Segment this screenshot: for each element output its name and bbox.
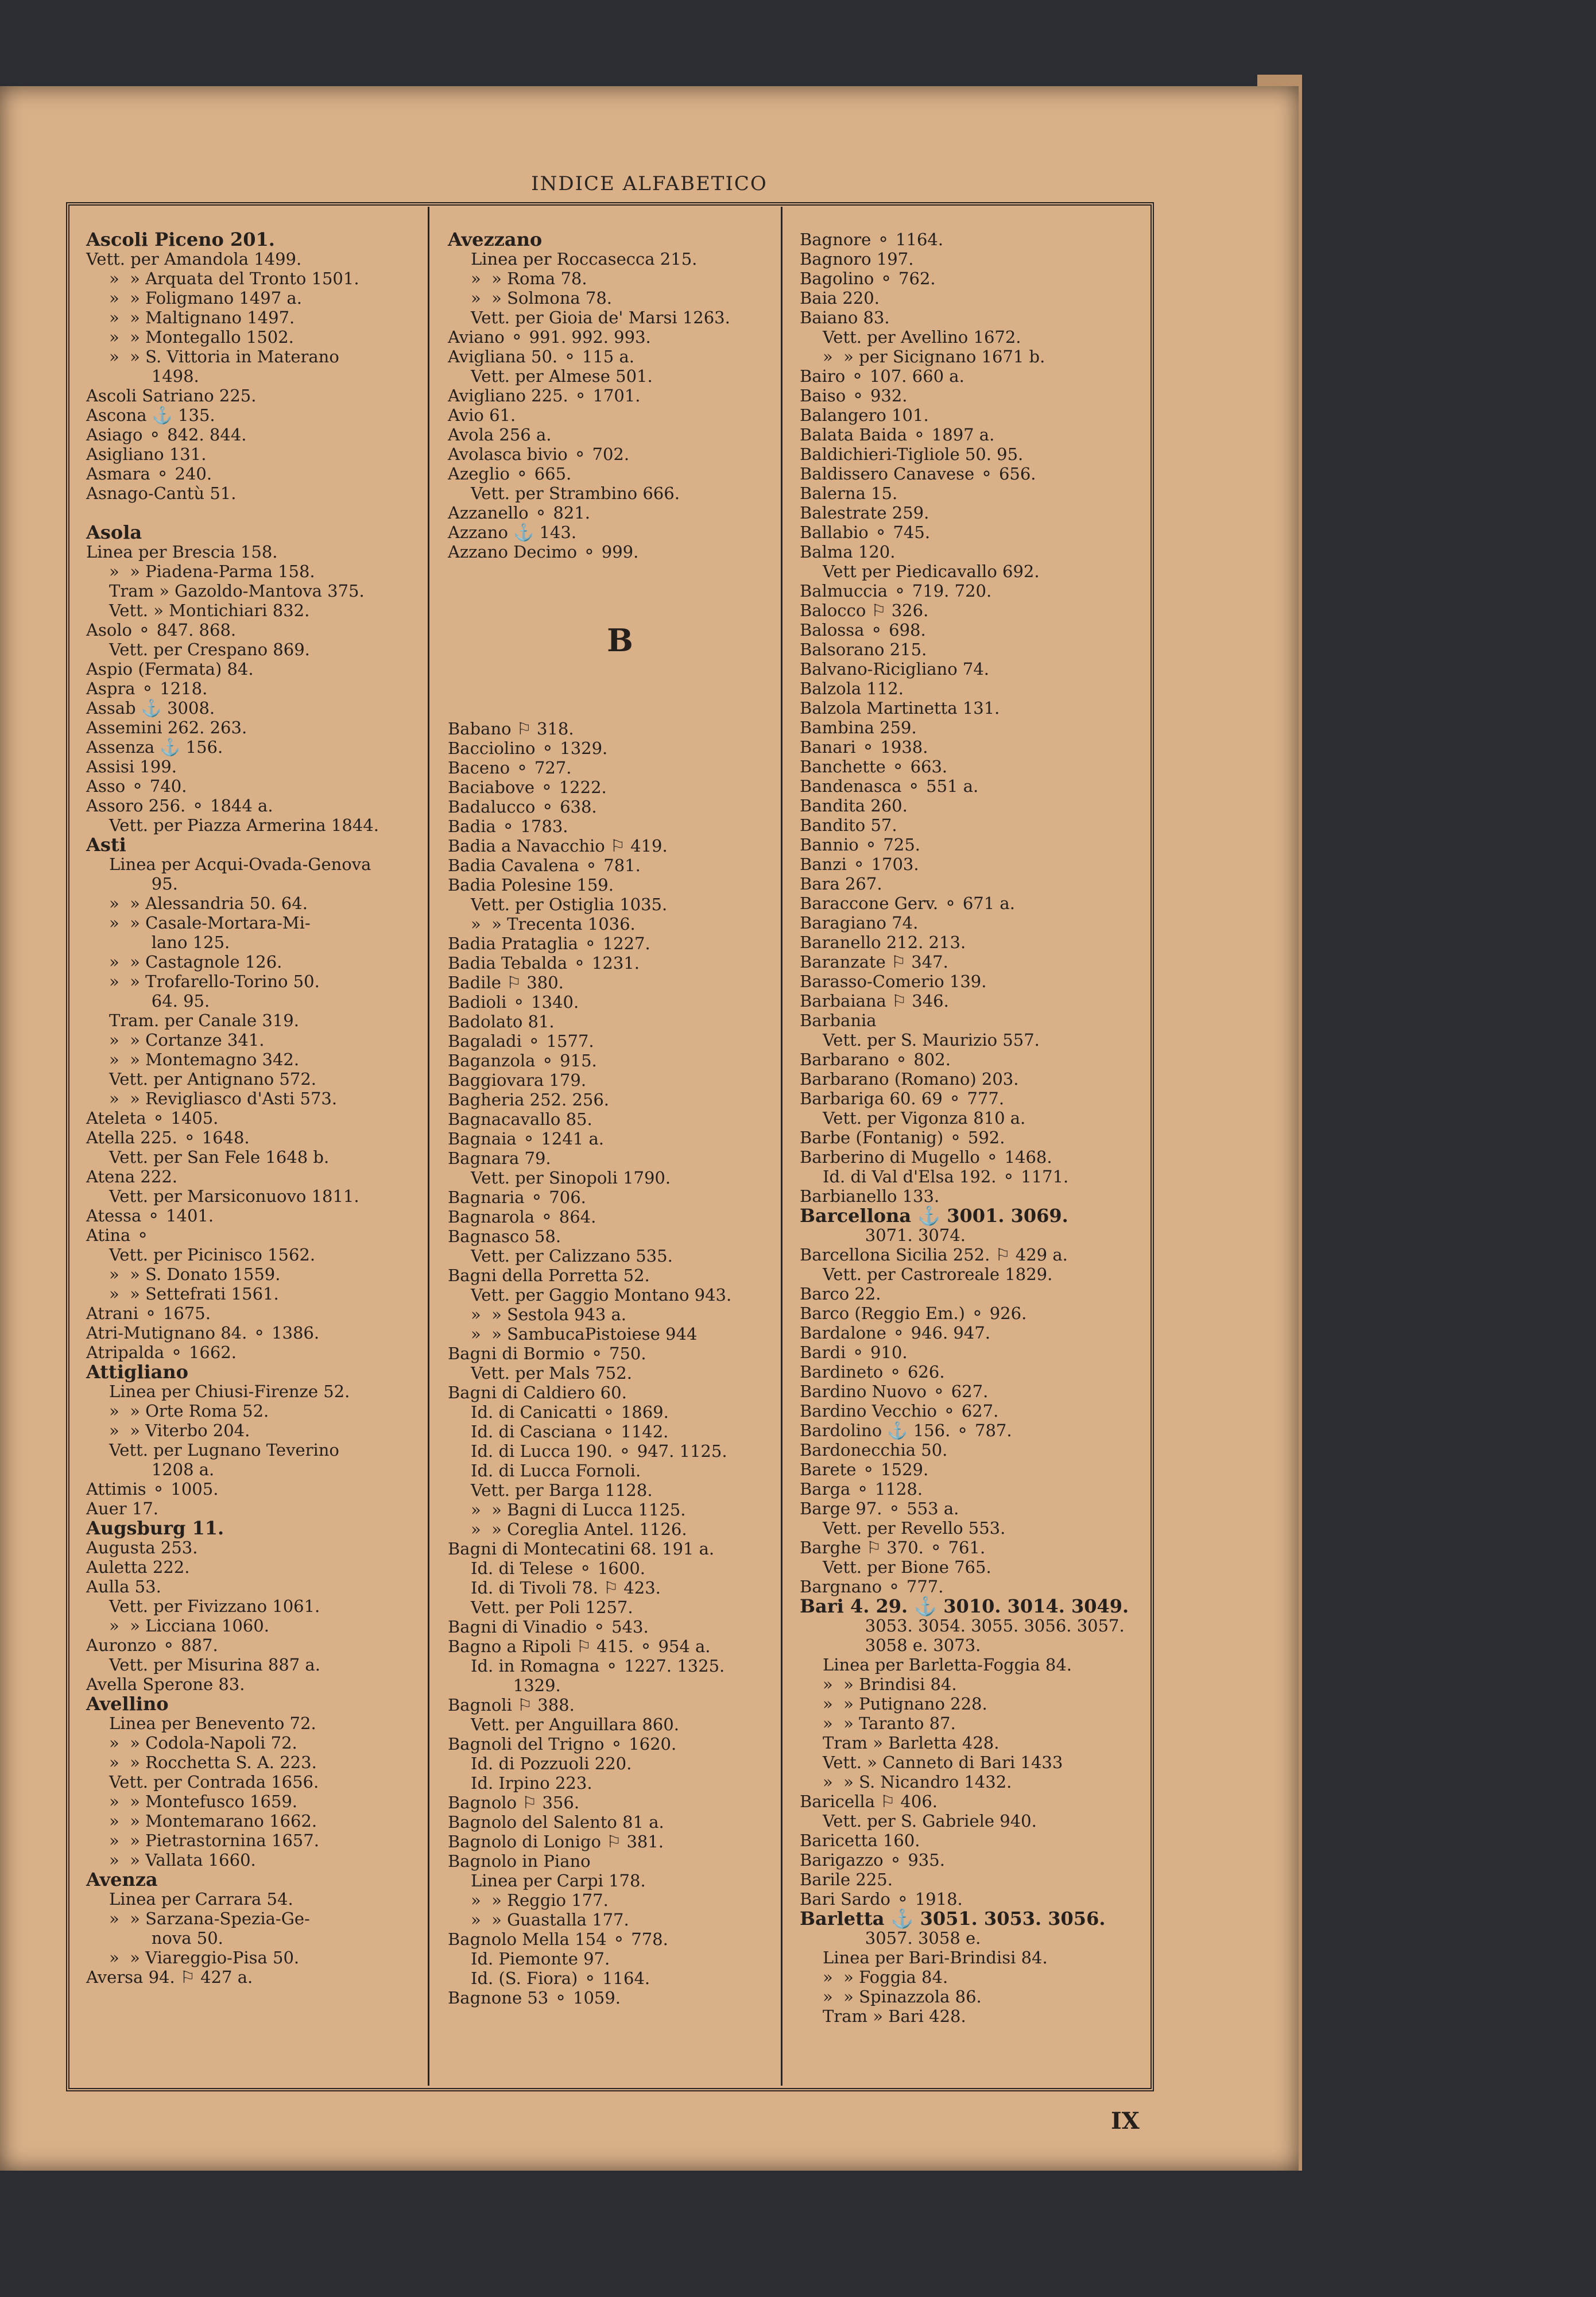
- index-entry: Bargnano ⚬ 777.: [800, 1577, 944, 1596]
- index-entry: Avola 256 a.: [448, 425, 552, 444]
- index-entry: Ateleta ⚬ 1405.: [86, 1108, 219, 1128]
- index-entry: » » Guastalla 177.: [471, 1910, 629, 1929]
- index-entry: Avella Sperone 83.: [86, 1675, 245, 1694]
- index-heading: Barletta ⚓ 3051. 3053. 3056.: [800, 1908, 1106, 1929]
- index-entry: Assab ⚓ 3008.: [86, 698, 215, 718]
- index-entry: » » Montemarano 1662.: [109, 1811, 317, 1831]
- index-entry: Assoro 256. ⚬ 1844 a.: [86, 796, 273, 815]
- index-entry: » » Taranto 87.: [823, 1714, 956, 1733]
- index-entry: » » Montefusco 1659.: [109, 1792, 298, 1811]
- index-entry: Barco (Reggio Em.) ⚬ 926.: [800, 1304, 1027, 1323]
- index-entry: Asmara ⚬ 240.: [86, 464, 212, 484]
- index-entry: Barile 225.: [800, 1870, 893, 1889]
- index-entry: Id. in Romagna ⚬ 1227. 1325.: [471, 1656, 725, 1676]
- index-entry: Bagaladi ⚬ 1577.: [448, 1031, 594, 1051]
- index-entry: Bagnaria ⚬ 706.: [448, 1188, 586, 1207]
- index-entry: Bagni di Caldiero 60.: [448, 1383, 627, 1402]
- index-entry: [86, 503, 431, 523]
- index-entry: Azeglio ⚬ 665.: [448, 464, 572, 484]
- index-entry: Vett. per Gaggio Montano 943.: [471, 1285, 732, 1305]
- index-entry: » » Settefrati 1561.: [109, 1284, 279, 1304]
- index-entry: » » Viterbo 204.: [109, 1421, 250, 1440]
- index-entry: » » Trofarello-Torino 50.: [109, 972, 320, 991]
- index-entry: Badia Cavalena ⚬ 781.: [448, 856, 641, 875]
- index-entry: » » per Sicignano 1671 b.: [823, 347, 1045, 366]
- index-entry: » » Maltignano 1497.: [109, 308, 295, 327]
- index-entry: Id. di Pozzuoli 220.: [471, 1754, 632, 1773]
- index-entry: Ballabio ⚬ 745.: [800, 523, 931, 542]
- index-entry: Balestrate 259.: [800, 503, 929, 523]
- index-entry: Badalucco ⚬ 638.: [448, 797, 597, 817]
- index-entry: Bambina 259.: [800, 718, 917, 737]
- index-entry: Vett. per Amandola 1499.: [86, 249, 302, 269]
- index-entry: » » S. Donato 1559.: [109, 1264, 281, 1284]
- index-entry: » » Licciana 1060.: [109, 1616, 269, 1635]
- index-entry: » » Casale-Mortara-Mi-: [109, 913, 311, 933]
- index-entry: Bagni di Vinadio ⚬ 543.: [448, 1617, 649, 1637]
- index-entry: Vett. per Revello 553.: [823, 1518, 1006, 1538]
- index-entry: Bannio ⚬ 725.: [800, 835, 920, 854]
- index-entry: Baceno ⚬ 727.: [448, 758, 572, 778]
- index-entry: Bardalone ⚬ 946. 947.: [800, 1323, 990, 1343]
- index-entry: Linea per Barletta-Foggia 84.: [823, 1655, 1072, 1675]
- index-entry: Badia a Navacchio ⚐ 419.: [448, 836, 668, 856]
- index-entry: Auer 17.: [86, 1499, 158, 1518]
- index-entry: Balvano-Ricigliano 74.: [800, 659, 989, 679]
- index-column-1: [86, 230, 431, 1987]
- index-entry: Vett. per Almese 501.: [471, 366, 653, 386]
- index-entry: Auronzo ⚬ 887.: [86, 1635, 218, 1655]
- index-entry: Barasso-Comerio 139.: [800, 972, 987, 991]
- index-entry: Id. di Val d'Elsa 192. ⚬ 1171.: [823, 1167, 1069, 1186]
- index-entry: Barco 22.: [800, 1284, 881, 1304]
- index-entry: Auletta 222.: [86, 1557, 190, 1577]
- index-entry: 1498.: [109, 366, 199, 386]
- index-entry: Id. di Tivoli 78. ⚐ 423.: [471, 1578, 661, 1598]
- index-entry: Id. Piemonte 97.: [471, 1949, 610, 1969]
- index-entry: Aspra ⚬ 1218.: [86, 679, 208, 698]
- index-entry: » » Montemagno 342.: [109, 1050, 300, 1069]
- index-entry: Vett. per Crespano 869.: [109, 640, 310, 659]
- index-entry: Bardonecchia 50.: [800, 1440, 948, 1460]
- index-entry: Baciabove ⚬ 1222.: [448, 778, 607, 797]
- index-entry: Balocco ⚐ 326.: [800, 601, 929, 620]
- index-entry: Asso ⚬ 740.: [86, 776, 187, 796]
- index-entry: Barete ⚬ 1529.: [800, 1460, 929, 1479]
- index-entry: Vett. per Fivizzano 1061.: [109, 1596, 320, 1616]
- index-entry: » » S. Vittoria in Materano: [109, 347, 339, 366]
- index-heading: Augsburg 11.: [86, 1517, 224, 1539]
- index-entry: » » Spinazzola 86.: [823, 1987, 982, 2006]
- index-entry: Id. di Canicatti ⚬ 1869.: [471, 1402, 669, 1422]
- index-entry: » » Montegallo 1502.: [109, 327, 294, 347]
- index-entry: Vett. per Gioia de' Marsi 1263.: [471, 308, 730, 327]
- section-letter: B: [607, 622, 633, 659]
- index-entry: Bagnolo del Salento 81 a.: [448, 1812, 664, 1832]
- index-entry: 1208 a.: [109, 1460, 215, 1479]
- index-entry: nova 50.: [109, 1928, 223, 1948]
- index-entry: Azzano ⚓ 143.: [448, 523, 577, 542]
- index-entry: 3058 e. 3073.: [823, 1635, 981, 1655]
- index-heading: Avenza: [86, 1869, 158, 1890]
- index-entry: Ascona ⚓ 135.: [86, 405, 215, 425]
- index-entry: » » Viareggio-Pisa 50.: [109, 1948, 300, 1967]
- index-entry: Banari ⚬ 1938.: [800, 737, 928, 757]
- index-entry: Bagnara 79.: [448, 1148, 551, 1168]
- index-entry: Avolasca bivio ⚬ 702.: [448, 444, 630, 464]
- index-entry: Badia Tebalda ⚬ 1231.: [448, 953, 640, 973]
- index-entry: Baggiovara 179.: [448, 1070, 587, 1090]
- index-heading: Attigliano: [86, 1361, 189, 1383]
- index-entry: » » Sestola 943 a.: [471, 1305, 627, 1324]
- index-entry: 3071. 3074.: [823, 1225, 966, 1245]
- index-entry: Vett. per Bione 765.: [823, 1557, 991, 1577]
- index-entry: Babano ⚐ 318.: [448, 719, 574, 738]
- index-entry: » » Trecenta 1036.: [471, 914, 636, 934]
- index-entry: Id. (S. Fiora) ⚬ 1164.: [471, 1969, 650, 1988]
- index-entry: Bagnolo Mella 154 ⚬ 778.: [448, 1929, 668, 1949]
- index-entry: Bandenasca ⚬ 551 a.: [800, 776, 979, 796]
- index-entry: Badia ⚬ 1783.: [448, 817, 568, 836]
- index-entry: » » Reggio 177.: [471, 1890, 609, 1910]
- index-entry: Balzola 112.: [800, 679, 904, 698]
- index-entry: » » Cortanze 341.: [109, 1030, 265, 1050]
- index-entry: Bardolino ⚓ 156. ⚬ 787.: [800, 1421, 1012, 1440]
- index-entry: Barbaiana ⚐ 346.: [800, 991, 949, 1011]
- index-entry: lano 125.: [109, 933, 230, 952]
- index-entry: Barbarano (Romano) 203.: [800, 1069, 1019, 1089]
- index-entry: » » Orte Roma 52.: [109, 1401, 269, 1421]
- index-entry: Baraccone Gerv. ⚬ 671 a.: [800, 894, 1015, 913]
- index-entry: » » Revigliasco d'Asti 573.: [109, 1089, 338, 1108]
- index-entry: » » Arquata del Tronto 1501.: [109, 269, 359, 288]
- index-entry: » » Putignano 228.: [823, 1694, 987, 1714]
- index-entry: Bacciolino ⚬ 1329.: [448, 738, 608, 758]
- index-entry: Avigliana 50. ⚬ 115 a.: [448, 347, 634, 366]
- index-column-3: [800, 230, 1144, 2026]
- index-entry: Asigliano 131.: [86, 444, 207, 464]
- index-entry: Barbianello 133.: [800, 1186, 940, 1206]
- index-entry: » » Foggia 84.: [823, 1967, 948, 1987]
- index-entry: Azzanello ⚬ 821.: [448, 503, 590, 523]
- index-entry: Linea per Benevento 72.: [109, 1714, 316, 1733]
- index-entry: Vett. per Vigonza 810 a.: [823, 1108, 1026, 1128]
- index-entry: Vett. per S. Maurizio 557.: [823, 1030, 1040, 1050]
- index-entry: Vett. per Contrada 1656.: [109, 1772, 319, 1792]
- index-entry: Vett. per Barga 1128.: [471, 1480, 653, 1500]
- index-entry: Bagnacavallo 85.: [448, 1109, 592, 1129]
- index-entry: Bandita 260.: [800, 796, 908, 815]
- index-entry: » » Brindisi 84.: [823, 1675, 957, 1694]
- index-entry: Linea per Carpi 178.: [471, 1871, 646, 1890]
- index-entry: Id. di Lucca 190. ⚬ 947. 1125.: [471, 1441, 727, 1461]
- index-entry: Vett. per Piazza Armerina 1844.: [109, 815, 379, 835]
- index-entry: Vett. per Antignano 572.: [109, 1069, 316, 1089]
- index-entry: » » SambucaPistoiese 944: [471, 1324, 698, 1344]
- index-entry: Linea per Roccasecca 215.: [471, 249, 698, 269]
- index-entry: Baganzola ⚬ 915.: [448, 1051, 597, 1070]
- index-entry: Balangero 101.: [800, 405, 929, 425]
- index-entry: » » Bagni di Lucca 1125.: [471, 1500, 686, 1519]
- index-entry: Linea per Carrara 54.: [109, 1889, 293, 1909]
- index-entry: Azzano Decimo ⚬ 999.: [448, 542, 639, 562]
- index-entry: » » Codola-Napoli 72.: [109, 1733, 297, 1753]
- index-entry: Bardineto ⚬ 626.: [800, 1362, 945, 1382]
- index-entry: Balma 120.: [800, 542, 896, 562]
- index-entry: Bagno a Ripoli ⚐ 415. ⚬ 954 a.: [448, 1637, 711, 1656]
- index-entry: » » S. Nicandro 1432.: [823, 1772, 1012, 1792]
- index-entry: Linea per Bari-Brindisi 84.: [823, 1948, 1048, 1967]
- index-entry: Atena 222.: [86, 1167, 178, 1186]
- index-entry: Vett. per Strambino 666.: [471, 484, 680, 503]
- index-heading: Barcellona ⚓ 3001. 3069.: [800, 1205, 1068, 1227]
- index-entry: Barigazzo ⚬ 935.: [800, 1850, 945, 1870]
- index-entry: Avigliano 225. ⚬ 1701.: [448, 386, 641, 405]
- index-entry: » » Pietrastornina 1657.: [109, 1831, 319, 1850]
- index-entry: Bagnolo ⚐ 356.: [448, 1793, 580, 1812]
- index-entry: Barcellona Sicilia 252. ⚐ 429 a.: [800, 1245, 1068, 1264]
- index-entry: Vett. per Mals 752.: [471, 1363, 632, 1383]
- index-entry: Barbariga 60. 69 ⚬ 777.: [800, 1089, 1005, 1108]
- index-entry: » » Foligmano 1497 a.: [109, 288, 302, 308]
- index-entry: Badia Prataglia ⚬ 1227.: [448, 934, 650, 953]
- index-heading: Avezzano: [448, 229, 543, 250]
- index-entry: Vett. per Calizzano 535.: [471, 1246, 673, 1266]
- index-entry: 1329.: [471, 1676, 561, 1695]
- index-entry: » » Coreglia Antel. 1126.: [471, 1519, 687, 1539]
- index-entry: Bari Sardo ⚬ 1918.: [800, 1889, 963, 1909]
- index-entry: Baricetta 160.: [800, 1831, 920, 1850]
- index-entry: » » Roma 78.: [471, 269, 587, 288]
- index-entry: Badolato 81.: [448, 1012, 555, 1031]
- index-entry: Vett. per Castroreale 1829.: [823, 1264, 1053, 1284]
- index-entry: 3057. 3058 e.: [823, 1928, 981, 1948]
- index-entry: Baiso ⚬ 932.: [800, 386, 908, 405]
- index-entry: Vett. per Ostiglia 1035.: [471, 895, 668, 914]
- index-entry: Bardi ⚬ 910.: [800, 1343, 908, 1362]
- index-entry: Atri-Mutignano 84. ⚬ 1386.: [86, 1323, 320, 1343]
- index-entry: 95.: [109, 874, 178, 894]
- index-entry: Vett. per S. Gabriele 940.: [823, 1811, 1037, 1831]
- index-entry: Assenza ⚓ 156.: [86, 737, 223, 757]
- index-heading: Bari 4. 29. ⚓ 3010. 3014. 3049.: [800, 1595, 1129, 1617]
- index-column-2: [448, 230, 792, 2008]
- index-entry: Barge 97. ⚬ 553 a.: [800, 1499, 959, 1518]
- index-entry: Vett. per Poli 1257.: [471, 1598, 633, 1617]
- index-entry: Balata Baida ⚬ 1897 a.: [800, 425, 995, 444]
- index-entry: » » Vallata 1660.: [109, 1850, 256, 1870]
- index-entry: Assisi 199.: [86, 757, 177, 776]
- index-entry: Badia Polesine 159.: [448, 875, 614, 895]
- index-entry: Bagnore ⚬ 1164.: [800, 230, 944, 249]
- index-entry: Linea per Chiusi-Firenze 52.: [109, 1382, 350, 1401]
- index-entry: Atripalda ⚬ 1662.: [86, 1343, 237, 1362]
- index-entry: Id. di Casciana ⚬ 1142.: [471, 1422, 669, 1441]
- index-entry: Baia 220.: [800, 288, 880, 308]
- index-entry: Balossa ⚬ 698.: [800, 620, 926, 640]
- index-entry: Bardino Vecchio ⚬ 627.: [800, 1401, 999, 1421]
- index-entry: Baricella ⚐ 406.: [800, 1792, 938, 1811]
- index-heading: Ascoli Piceno 201.: [86, 229, 275, 250]
- index-heading: Avellino: [86, 1693, 169, 1715]
- index-entry: Id. di Lucca Fornoli.: [471, 1461, 641, 1480]
- index-entry: Barberino di Mugello ⚬ 1468.: [800, 1147, 1052, 1167]
- index-entry: Linea per Acqui-Ovada-Genova: [109, 854, 371, 874]
- index-entry: Tram » Bari 428.: [823, 2006, 966, 2026]
- index-entry: Vett. per Anguillara 860.: [471, 1715, 679, 1734]
- index-entry: Attimis ⚬ 1005.: [86, 1479, 219, 1499]
- index-entry: » » Solmona 78.: [471, 288, 613, 308]
- index-entry: Barbarano ⚬ 802.: [800, 1050, 951, 1069]
- index-entry: Bairo ⚬ 107. 660 a.: [800, 366, 964, 386]
- index-entry: Atrani ⚬ 1675.: [86, 1304, 211, 1323]
- index-entry: Baranello 212. 213.: [800, 933, 966, 952]
- index-entry: Vett. per Misurina 887 a.: [109, 1655, 320, 1675]
- index-entry: Bagnolo in Piano: [448, 1851, 591, 1871]
- index-entry: Balmuccia ⚬ 719. 720.: [800, 581, 992, 601]
- index-entry: Bagnone 53 ⚬ 1059.: [448, 1988, 621, 2008]
- index-entry: Bagni di Montecatini 68. 191 a.: [448, 1539, 715, 1559]
- index-entry: Augusta 253.: [86, 1538, 198, 1557]
- index-entry: Tram » Barletta 428.: [823, 1733, 1000, 1753]
- index-entry: Assemini 262. 263.: [86, 718, 247, 737]
- index-entry: Baragiano 74.: [800, 913, 919, 933]
- index-entry: Bagnarola ⚬ 864.: [448, 1207, 596, 1227]
- index-entry: » » Castagnole 126.: [109, 952, 282, 972]
- index-entry: Baranzate ⚐ 347.: [800, 952, 948, 972]
- index-heading: Asola: [86, 521, 142, 543]
- index-entry: Barbe (Fontanig) ⚬ 592.: [800, 1128, 1005, 1147]
- index-entry: Bagheria 252. 256.: [448, 1090, 610, 1109]
- index-entry: Bagnasco 58.: [448, 1227, 561, 1246]
- index-entry: » » Sarzana-Spezia-Ge-: [109, 1909, 310, 1928]
- index-entry: Vett. per Avellino 1672.: [823, 327, 1021, 347]
- index-entry: Balsorano 215.: [800, 640, 927, 659]
- index-entry: Atina ⚬: [86, 1225, 150, 1245]
- index-entry: Bagnolo di Lonigo ⚐ 381.: [448, 1832, 664, 1851]
- index-entry: Aviano ⚬ 991. 992. 993.: [448, 327, 651, 347]
- index-entry: Vett. per Picinisco 1562.: [109, 1245, 316, 1264]
- index-entry: Atessa ⚬ 1401.: [86, 1206, 214, 1225]
- index-entry: » » Rocchetta S. A. 223.: [109, 1753, 317, 1772]
- index-entry: Bagni della Porretta 52.: [448, 1266, 650, 1285]
- index-entry: Vett per Piedicavallo 692.: [823, 562, 1040, 581]
- index-entry: Atella 225. ⚬ 1648.: [86, 1128, 250, 1147]
- index-entry: Badioli ⚬ 1340.: [448, 992, 579, 1012]
- index-heading: Asti: [86, 834, 126, 856]
- index-entry: Barghe ⚐ 370. ⚬ 761.: [800, 1538, 986, 1557]
- index-entry: Bagnoli del Trigno ⚬ 1620.: [448, 1734, 677, 1754]
- index-entry: Banchette ⚬ 663.: [800, 757, 948, 776]
- index-entry: » » Piadena-Parma 158.: [109, 562, 315, 581]
- index-entry: Bagnoli ⚐ 388.: [448, 1695, 575, 1715]
- index-entry: Barga ⚬ 1128.: [800, 1479, 923, 1499]
- index-entry: Banzi ⚬ 1703.: [800, 854, 919, 874]
- index-entry: Linea per Brescia 158.: [86, 542, 278, 562]
- index-entry: Balzola Martinetta 131.: [800, 698, 1000, 718]
- page-number: IX: [1111, 2107, 1140, 2134]
- index-entry: Asnago-Cantù 51.: [86, 484, 237, 503]
- index-entry: Id. Irpino 223.: [471, 1773, 592, 1793]
- index-entry: Bagnaia ⚬ 1241 a.: [448, 1129, 604, 1148]
- index-entry: Vett. » Canneto di Bari 1433: [823, 1753, 1063, 1772]
- index-entry: Vett. per Lugnano Teverino: [109, 1440, 339, 1460]
- index-entry: Bara 267.: [800, 874, 882, 894]
- index-entry: Vett. per Marsiconuovo 1811.: [109, 1186, 359, 1206]
- index-entry: Vett. » Montichiari 832.: [109, 601, 310, 620]
- page-header: INDICE ALFABETICO: [531, 172, 768, 195]
- index-entry: Bardino Nuovo ⚬ 627.: [800, 1382, 989, 1401]
- index-entry: Bagolino ⚬ 762.: [800, 269, 936, 288]
- index-entry: Bagnoro 197.: [800, 249, 914, 269]
- index-entry: Baldichieri-Tigliole 50. 95.: [800, 444, 1024, 464]
- index-entry: 3053. 3054. 3055. 3056. 3057.: [823, 1616, 1125, 1635]
- index-entry: Bagni di Bormio ⚬ 750.: [448, 1344, 646, 1363]
- index-entry: Id. di Telese ⚬ 1600.: [471, 1559, 646, 1578]
- index-entry: Aulla 53.: [86, 1577, 161, 1596]
- index-entry: Avio 61.: [448, 405, 516, 425]
- index-entry: Aspio (Fermata) 84.: [86, 659, 254, 679]
- index-entry: Aversa 94. ⚐ 427 a.: [86, 1967, 253, 1987]
- index-entry: Bandito 57.: [800, 815, 897, 835]
- index-entry: Baldissero Canavese ⚬ 656.: [800, 464, 1036, 484]
- index-entry: Barbania: [800, 1011, 877, 1030]
- index-entry: Balerna 15.: [800, 484, 898, 503]
- index-entry: Ascoli Satriano 225.: [86, 386, 257, 405]
- index-entry: Badile ⚐ 380.: [448, 973, 564, 992]
- index-entry: Tram. per Canale 319.: [109, 1011, 299, 1030]
- index-entry: Asolo ⚬ 847. 868.: [86, 620, 237, 640]
- index-entry: » » Alessandria 50. 64.: [109, 894, 308, 913]
- index-entry: Tram » Gazoldo-Mantova 375.: [109, 581, 365, 601]
- index-entry: 64. 95.: [109, 991, 210, 1011]
- index-entry: Baiano 83.: [800, 308, 890, 327]
- index-entry: Vett. per San Fele 1648 b.: [109, 1147, 330, 1167]
- index-entry: Vett. per Sinopoli 1790.: [471, 1168, 671, 1188]
- index-entry: Asiago ⚬ 842. 844.: [86, 425, 247, 444]
